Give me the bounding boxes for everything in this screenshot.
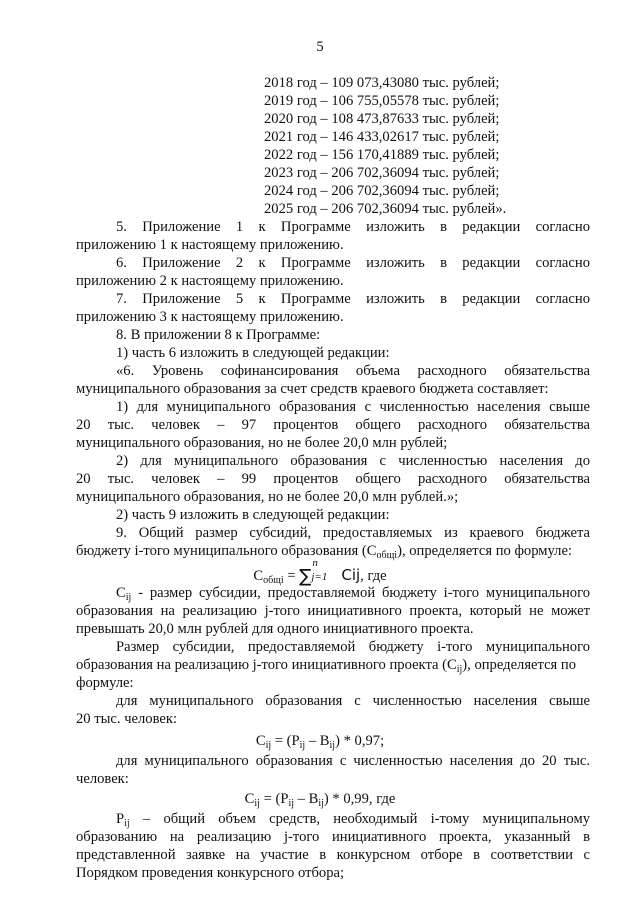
part-6-line: «6. Уровень софинансирования объема расходного обязательства xyxy=(116,363,590,379)
cij-definition-line: образования на реализацию j-того инициативного проекта, который не может xyxy=(76,603,590,619)
item-5-line: приложению 1 к настоящему приложению. xyxy=(76,237,344,253)
cij-definition-line: $C_{ij}$ - размер субсидии, предоставляемой бюджету i-того муниципального xyxy=(116,585,590,603)
year-line: 2021 год – 146 433,02617 тыс. рублей; xyxy=(264,129,500,145)
part-6-2-line: 2) для муниципального образования с численностью населения до xyxy=(116,453,590,469)
item-6-line: 6. Приложение 2 к Программе изложить в редакции согласно xyxy=(116,255,590,271)
part-6-1-line: муниципального образования, но не более 20,0 млн рублей; xyxy=(76,435,448,451)
pij-definition-line: $P_{ij}$ – общий объем средств, необходимый i-тому муниципальному xyxy=(116,811,590,829)
item-8-subitem-2: 2) часть 9 изложить в следующей редакции: xyxy=(116,507,390,523)
year-line: 2023 год – 206 702,36094 тыс. рублей; xyxy=(264,165,500,181)
pij-definition-line: образованию на реализацию j-того инициативного проекта, указанный в xyxy=(76,829,590,845)
item-6-line: приложению 2 к настоящему приложению. xyxy=(76,273,344,289)
sum-sign-icon: ∑ xyxy=(299,566,312,587)
item-8-subitem-1: 1) часть 6 изложить в следующей редакции: xyxy=(116,345,390,361)
formula-total-subsidy: $С_{общi}$ = ∑ n j=1 Cij, где xyxy=(253,557,387,587)
under-20k-line: для муниципального образования с численностью населения до 20 тыс. xyxy=(116,753,590,769)
year-line: 2022 год – 156 170,41889 тыс. рублей; xyxy=(264,147,500,163)
page-number: 5 xyxy=(316,39,324,55)
part-6-1-line: 20 тыс. человек – 97 процентов общего расходного обязательства xyxy=(76,417,590,433)
item-5-line: 5. Приложение 1 к Программе изложить в редакции согласно xyxy=(116,219,590,235)
formula-over-20k: $C_{ij} = (P_{ij} - B_{ij}) * 0,97$; xyxy=(255,733,385,751)
part-6-2-line: муниципального образования, но не более 20,0 млн рублей.»; xyxy=(76,489,459,505)
cij-definition-line: превышать 20,0 млн рублей для одного инициативного проекта. xyxy=(76,621,474,637)
year-line: 2019 год – 106 755,05578 тыс. рублей; xyxy=(264,93,500,109)
part-6-1-line: 1) для муниципального образования с численностью населения свыше xyxy=(116,399,590,415)
pij-definition-line: Порядком проведения конкурсного отбора; xyxy=(76,865,345,881)
subsidy-size-line: Размер субсидии, предоставляемой бюджету i-того муниципального xyxy=(116,639,590,655)
item-7-line: 7. Приложение 5 к Программе изложить в редакции согласно xyxy=(116,291,590,307)
year-line: 2025 год – 206 702,36094 тыс. рублей». xyxy=(264,201,507,217)
part-9-line: бюджету i-того муниципального образования $(С_{общi})$, определяется по формуле: xyxy=(76,543,572,561)
subsidy-size-line: образования на реализацию j-того инициативного проекта $(C_{ij})$, определяется по xyxy=(76,657,577,675)
year-line: 2024 год – 206 702,36094 тыс. рублей; xyxy=(264,183,500,199)
over-20k-line: 20 тыс. человек: xyxy=(76,711,178,727)
item-7-line: приложению 3 к настоящему приложению. xyxy=(76,309,344,325)
subsidy-size-line: формуле: xyxy=(76,675,134,691)
part-6-2-line: 20 тыс. человек – 99 процентов общего расходного обязательства xyxy=(76,471,590,487)
under-20k-line: человек: xyxy=(76,771,129,787)
pij-definition-line: представленной заявке на участие в конкурсном отборе в соответствии с xyxy=(76,847,590,863)
part-9-line: 9. Общий размер субсидий, предоставляемых из краевого бюджета xyxy=(116,525,590,541)
item-8-heading: 8. В приложении 8 к Программе: xyxy=(116,327,321,343)
year-line: 2018 год – 109 073,43080 тыс. рублей; xyxy=(264,75,500,91)
formula-under-20k: $C_{ij} = (P_{ij} - B_{ij}) * 0,99$, где xyxy=(244,791,396,809)
year-line: 2020 год – 108 473,87633 тыс. рублей; xyxy=(264,111,500,127)
over-20k-line: для муниципального образования с численностью населения свыше xyxy=(116,693,590,709)
part-6-line: муниципального образования за счет средств краевого бюджета составляет: xyxy=(76,381,549,397)
